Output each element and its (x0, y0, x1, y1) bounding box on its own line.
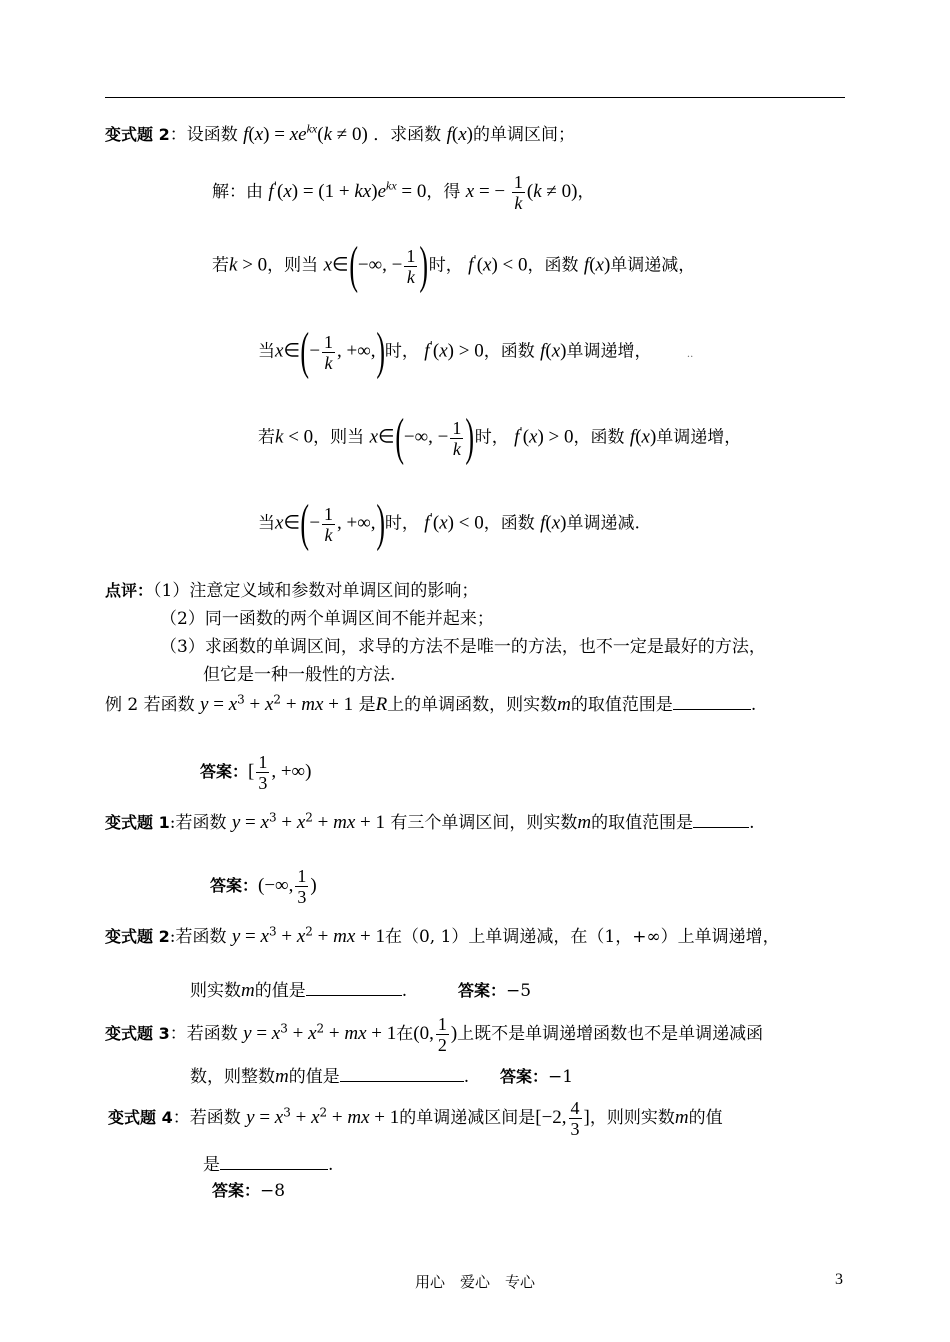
remark-1: 点评：（1）注意定义域和参数对单调区间的影响； (105, 581, 479, 601)
v2-mid: ．求函数 (373, 125, 442, 145)
header-rule (105, 97, 845, 98)
v2-label: 变式题 2 (105, 125, 170, 144)
variant-3-line2: 数，则整数m的值是 . 答案：−1 (190, 1066, 574, 1087)
variant-4-answer: 答案：−8 (212, 1181, 286, 1201)
v2-question: 变式题 2：设函数 $f(x) = xe^{kx}(k \ne 0)$ ．求函数 f(x)的单调区间； (105, 121, 575, 145)
variant-4: 变式题 4：若函数 $y = x^3 + x^2$ + mx + 1的单调递减区间是[−2, $\frac{4}{3}$ ]，则则实数m的值 (108, 1098, 723, 1139)
variant-3: 变式题 3：若函数 $y = x^3 + x^2$ + mx + 1在(0, $\frac{1}{2}$ )上既不是单调递增函数也不是单调递减函 (105, 1014, 764, 1055)
remark-4: 但它是一种一般性的方法. (203, 665, 396, 685)
v2-intro: ：设函数 (169, 125, 238, 145)
variant-1-answer: 答案：(−∞, $\frac{1}{3}$ ) (210, 866, 317, 907)
v2-end: 的单调区间； (472, 125, 575, 145)
remark-label: 点评： (105, 581, 154, 600)
v2-function: f (243, 124, 249, 145)
variant-2-line2: 则实数m的值是 . 答案：−5 (190, 980, 532, 1001)
case-k-positive: 若k > 0，则当 x∈(−∞, − $\frac{1}{k}$ )时， f'(x) < 0，函数 f(x)单调递减， (212, 237, 696, 294)
solution-get: ，得 (426, 182, 461, 202)
case-k-negative-2: 当x∈(− $\frac{1}{k}$ , +∞,)时， f'(x) < 0，函数 f(x)单调递减. (258, 495, 640, 552)
fraction-1-over-k: $\frac{1}{k}$ (513, 172, 523, 213)
solution-line: 解：由 $f'(x) = (1 + kx)e^{kx} = 0$，得 x = − $\frac{1}{k}$ (k ≠ 0)， (212, 172, 595, 213)
variant-2: 变式题 2:若函数 $y = x^3 + x^2$ + mx + 1在（0, 1）上单调递减，在（1，+∞）上单调递增， (105, 924, 780, 947)
case-k-negative: 若k < 0，则当 x∈(−∞, − $\frac{1}{k}$ )时， f'(x) > 0，函数 f(x)单调递增， (258, 409, 742, 466)
solution-label: 解：由 (212, 182, 263, 202)
variant-1: 变式题 1:若函数 $y = x^3 + x^2$ + mx + 1 有三个单调区间，则实数m的取值范围是 . (105, 810, 755, 833)
remark-2: （2）同一函数的两个单调区间不能并起来； (160, 609, 494, 629)
example-2-answer: 答案：[ $\frac{1}{3}$ , +∞) (200, 752, 312, 793)
case-k-positive-2: 当x∈(− $\frac{1}{k}$ , +∞,)时， f'(x) > 0，函数 f(x)单调递增， .. (258, 323, 694, 380)
page-footer: 用心 爱心 专心 (414, 1273, 535, 1291)
variant-4-line2: 是 . (203, 1155, 334, 1175)
example-2: 例 2 若函数 $y = x^3 + x^2$ + mx + 1 是R上的单调函数，则实数m的取值范围是 . (105, 692, 757, 715)
page-number: 3 (835, 1271, 843, 1288)
remark-3: （3）求函数的单调区间，求导的方法不是唯一的方法，也不一定是最好的方法， (160, 637, 766, 657)
